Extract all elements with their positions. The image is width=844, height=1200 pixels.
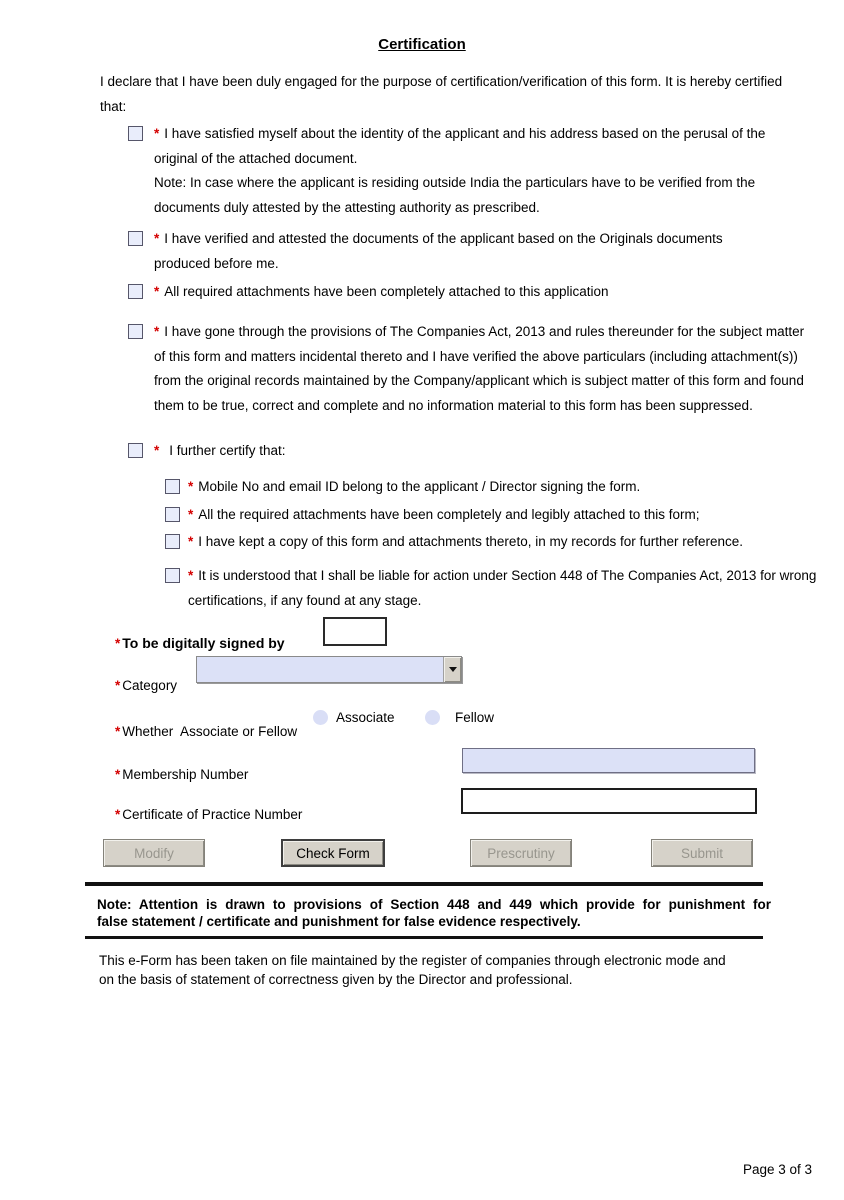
submit-button[interactable]: Submit (651, 839, 753, 867)
attachments-complete-checkbox[interactable] (128, 284, 143, 299)
intro-text: I declare that I have been duly engaged for the purpose of certification/verification of this form. It is hereby certified that: (100, 74, 783, 114)
category-label: * Category (115, 678, 178, 693)
further-certify-checkbox[interactable] (128, 443, 143, 458)
required-asterisk: * (115, 724, 121, 739)
identity-checkbox[interactable] (128, 126, 143, 141)
required-asterisk: * (154, 324, 160, 339)
required-asterisk: * (188, 507, 194, 522)
cop-number-label: * Certificate of Practice Number (115, 807, 303, 822)
membership-number-label: * Membership Number (115, 767, 249, 782)
page-number: Page 3 of 3 (742, 1162, 812, 1177)
required-asterisk: * (115, 767, 121, 782)
fellow-radio-label: Fellow (455, 710, 495, 725)
category-select[interactable] (196, 656, 462, 683)
required-asterisk: * (154, 284, 160, 299)
mobile-email-check-item: * Mobile No and email ID belong to the applicant / Director signing the form. (165, 475, 640, 500)
required-asterisk: * (188, 479, 194, 494)
legible-attachments-checkbox[interactable] (165, 507, 180, 522)
companies-act-check-item: * I have gone through the provisions of The Companies Act, 2013 and rules thereunder for the subject matter of this form and matters incidental thereto and I have verified the above particulars (including attachment(s)) from the original records maintained by the Company/applicant which is subject matter of this form and found them to be true, correct and complete and no information material to this form has been suppressed. (128, 320, 804, 418)
attachments-complete-check-item: * All required attachments have been completely attached to this application (128, 280, 609, 305)
copy-kept-checkbox[interactable] (165, 534, 180, 549)
category-dropdown-button[interactable] (443, 657, 461, 682)
companies-act-checkbox[interactable] (128, 324, 143, 339)
section-448-liability-check-item: * It is understood that I shall be liable for action under Section 448 of The Companies Act, 2013 for wrong certifications, if any found at any stage. (165, 564, 816, 613)
modify-button[interactable]: Modify (103, 839, 205, 867)
whether-label: * Whether Associate or Fellow (115, 724, 298, 739)
verified-documents-checkbox[interactable] (128, 231, 143, 246)
required-asterisk: * (115, 807, 121, 822)
note-divider-top (85, 882, 763, 886)
note-divider-bottom (85, 936, 763, 939)
required-asterisk: * (154, 231, 160, 246)
associate-radio-label: Associate (336, 710, 395, 725)
note-text: Note: Attention is drawn to provisions of Section 448 and 449 which provide for punishment for false statement / certificate and punishment for false evidence respectively. (97, 897, 771, 929)
required-asterisk: * (188, 568, 194, 583)
dsc-signature-box[interactable] (323, 617, 387, 646)
chevron-down-icon (449, 667, 457, 672)
section-448-liability-checkbox[interactable] (165, 568, 180, 583)
further-certify-check-item: * I further certify that: (128, 439, 286, 464)
mobile-email-checkbox[interactable] (165, 479, 180, 494)
identity-check-item: * I have satisfied myself about the identity of the applicant and his address based on the perusal of the original of the attached document. Note: In case where the applicant is residing outside India the particulars have to be verified from the documents duly attested by the attesting authority as prescribed. (128, 122, 765, 220)
signed-by-label: * To be digitally signed by (115, 635, 285, 651)
required-asterisk: * (115, 678, 121, 693)
legible-attachments-check-item: * All the required attachments have been completely and legibly attached to this form; (165, 503, 700, 528)
page-title: Certification (378, 36, 466, 53)
copy-kept-check-item: * I have kept a copy of this form and attachments thereto, in my records for further reference. (165, 530, 743, 555)
required-asterisk: * (188, 534, 194, 549)
required-asterisk: * (154, 443, 160, 458)
cop-number-input[interactable] (461, 788, 757, 814)
footer-text: This e-Form has been taken on file maintained by the register of companies through electronic mode and on the basis of statement of correctness given by the Director and professional. (99, 953, 726, 987)
required-asterisk: * (154, 126, 160, 141)
verified-documents-check-item: * I have verified and attested the documents of the applicant based on the Originals documents produced before me. (128, 227, 723, 276)
fellow-radio[interactable] (425, 710, 440, 725)
required-asterisk: * (115, 636, 121, 651)
associate-radio[interactable] (313, 710, 328, 725)
check-form-button[interactable]: Check Form (281, 839, 385, 867)
membership-number-input[interactable] (462, 748, 755, 773)
prescrutiny-button[interactable]: Prescrutiny (470, 839, 572, 867)
